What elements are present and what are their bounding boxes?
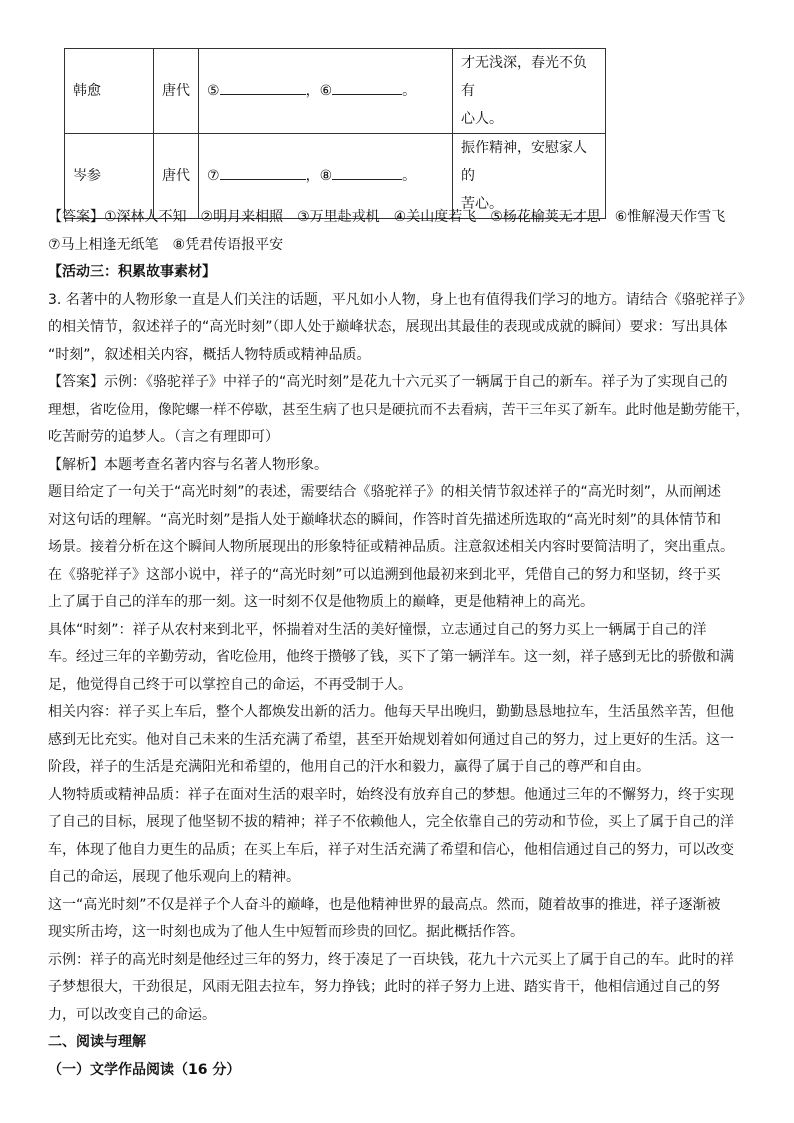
blank-number: ⑧ [319, 168, 333, 184]
text-line: 了自己的目标，展现了他坚韧不拔的精神；祥子不依赖他人，完全依靠自己的劳动和节俭，买上了属于自己的洋 [48, 814, 734, 830]
text-line: 足，他觉得自己终于可以掌控自己的命运，不再受制于人。 [48, 676, 412, 693]
meaning-line: 心人。 [461, 111, 503, 127]
text-line: 车。经过三年的辛勤劳动，省吃俭用，他终于攒够了钱，买下了第一辆洋车。这一刻，祥子感到无比的骄傲和满 [48, 649, 734, 665]
blank-end: 。 [402, 83, 417, 99]
blank-number: ⑤ [207, 83, 220, 99]
text-line: 示例：祥子的高光时刻是他经过三年的努力，终于凑足了一百块钱，花九十六元买上了属于自己的车。此时的祥 [48, 951, 734, 968]
fill-blank [332, 165, 402, 180]
text-line: 这一“高光时刻”不仅是祥子个人奋斗的巅峰，也是他精神世界的最高点。然而，随着故事的推进，祥子逐渐被 [48, 896, 721, 913]
document-body [48, 204, 758, 1084]
verse-blank-cell [199, 49, 453, 134]
author-cell: 韩愈 [65, 49, 154, 134]
section-heading: 【活动三：积累故事素材】 [48, 264, 216, 280]
text-line: 人物特质或精神品质：祥子在面对生活的艰辛时，始终没有放弃自己的梦想。他通过三年的不懈努力，终于实现 [48, 786, 734, 803]
text-line: 具体“时刻”：祥子从农村来到北平，怀揣着对生活的美好憧憬，立志通过自己的努力买上一辆属于自己的洋 [48, 621, 707, 638]
text-line: 子梦想很大，干劲很足，风雨无阻去拉车，努力挣钱；此时的祥子努力上进、踏实肯干，他相信通过自己的努 [48, 979, 720, 995]
text-line: 理想，省吃俭用，像陀螺一样不停歇，甚至生病了也只是硬抗而不去看病，苦干三年买了新车。此时他是勤劳能干， [48, 401, 750, 418]
text-line: 上了属于自己的洋车的那一刻。这一时刻不仅是他物质上的巅峰，更是他精神上的高光。 [48, 594, 594, 610]
section-heading: （一）文学作品阅读（16 分） [48, 1061, 241, 1078]
text-line: 吃苦耐劳的追梦人。（言之有理即可） [48, 429, 279, 445]
text-line: 阶段，祥子的生活是充满阳光和希望的，他用自己的汗水和毅力，赢得了属于自己的尊严和自由。 [48, 759, 650, 775]
text-line: 在《骆驼祥子》这部小说中，祥子的“高光时刻”可以追溯到他最初来到北平，凭借自己的努力和坚韧，终于买 [48, 566, 721, 583]
text-line: 自己的命运，展现了他乐观向上的精神。 [48, 869, 300, 885]
blank-separator: ， [305, 83, 320, 99]
author-cell: 岑参 [65, 134, 154, 219]
blank-separator: ， [305, 168, 320, 184]
text-line: 【解析】本题考查名著内容与名著人物形象。 [48, 456, 328, 473]
text-line: 【答案】①深林人不知 ②明月来相照 ③万里赴戎机 ④关山度若飞 ⑤杨花榆荚无才思 ⑥惟解漫天作雪飞 [48, 209, 726, 225]
text-line: 感到无比充实。他对自己未来的生活充满了希望，甚至开始规划着如何通过自己的努力，过上更好的生活。这一 [48, 731, 734, 748]
meaning-line: 才无浅深，春光不负有 [461, 55, 587, 99]
text-line: 车，体现了他自力更生的品质；在买上车后，祥子对生活充满了希望和信心，他相信通过自己的努力，可以改变 [48, 841, 734, 858]
meaning-line: 振作精神，安慰家人的 [461, 140, 587, 184]
text-line: 场景。接着分析在这个瞬间人物所展现出的形象特征或精神品质。注意叙述相关内容时要简洁明了，突出重点。 [48, 539, 734, 555]
fill-blank [220, 165, 306, 180]
text-line: 力，可以改变自己的命运。 [48, 1006, 216, 1023]
section-heading: 二、阅读与理解 [48, 1034, 146, 1050]
text-line: “时刻”，叙述相关内容，概括人物特质或精神品质。 [48, 346, 371, 363]
fill-blank [332, 80, 402, 95]
fill-blank [220, 80, 306, 95]
poem-table [64, 48, 606, 219]
text-line: ⑦马上相逢无纸笔 ⑧凭君传语报平安 [48, 236, 284, 253]
text-line: 相关内容：祥子买上车后，整个人都焕发出新的活力。他每天早出晚归，勤勤恳恳地拉车，生活虽然辛苦，但他 [48, 704, 734, 720]
meaning-cell [453, 49, 606, 134]
text-line: 题目给定了一句关于“高光时刻”的表述，需要结合《骆驼祥子》的相关情节叙述祥子的“高光时刻”，从而阐述 [48, 484, 722, 500]
meaning-line: 苦心。 [461, 196, 503, 212]
text-line: 现实所击垮，这一时刻也成为了他人生中短暂而珍贵的回忆。据此概括作答。 [48, 924, 524, 940]
text-line: 【答案】示例：《骆驼祥子》中祥子的“高光时刻”是花九十六元买了一辆属于自己的新车。祥子为了实现自己的 [48, 374, 728, 390]
text-line: 的相关情节，叙述祥子的“高光时刻”（即人处于巅峰状态，展现出其最佳的表现或成就的瞬间）要求：写出具体 [48, 319, 728, 335]
text-line: 对这句话的理解。“高光时刻”是指人处于巅峰状态的瞬间，作答时首先描述所选取的“高光时刻”的具体情节和 [48, 511, 722, 528]
table-row [65, 49, 606, 134]
blank-number: ⑦ [207, 168, 220, 184]
dynasty-cell: 唐代 [154, 134, 199, 219]
blank-number: ⑥ [319, 83, 333, 99]
text-line: 3. 名著中的人物形象一直是人们关注的话题，平凡如小人物，身上也有值得我们学习的地方。请结合《骆驼祥子》 [48, 291, 752, 308]
blank-end: 。 [402, 168, 417, 184]
dynasty-cell: 唐代 [154, 49, 199, 134]
